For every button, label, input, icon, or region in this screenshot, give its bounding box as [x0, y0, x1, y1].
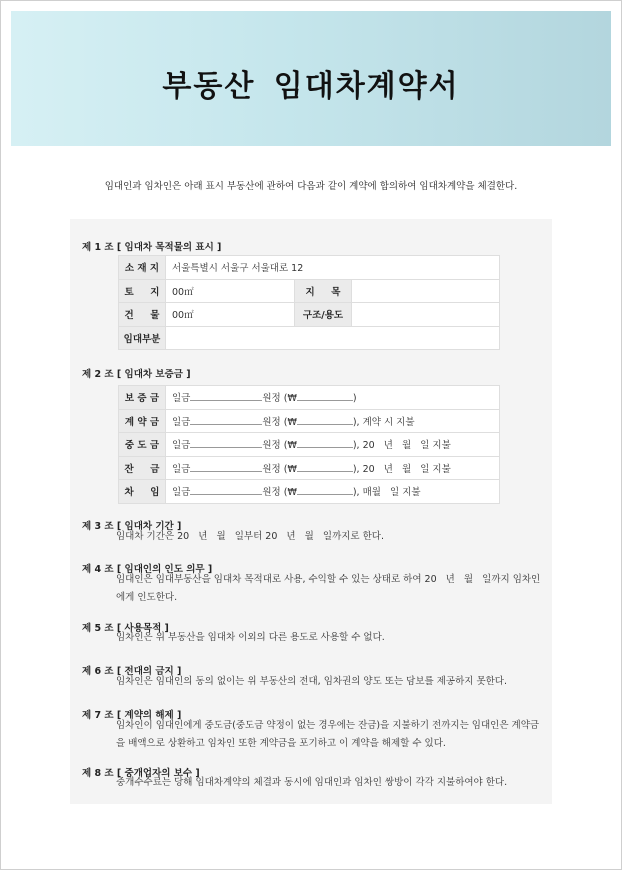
article-4-heading: 제 4 조 [ 임대인의 인도 의무 ]	[82, 564, 213, 575]
interim-payment-value: 일금 원정 (₩ ), 20 년 월 일 지불	[166, 433, 500, 457]
rent-value: 일금 원정 (₩ ), 매월 일 지불	[166, 480, 500, 504]
table-row	[119, 303, 500, 327]
interim-payment-label: 중 도 금	[119, 433, 166, 457]
down-payment-label: 계 약 금	[119, 409, 166, 433]
article-6-heading: 제 6 조 [ 전대의 금지 ]	[82, 666, 182, 677]
article-7-heading: 제 7 조 [ 계약의 해제 ]	[82, 710, 182, 721]
structure-value	[352, 303, 500, 327]
article-1-heading: 제 1 조 [ 임대차 목적물의 표시 ]	[82, 242, 222, 253]
table-row	[119, 480, 500, 504]
land-value: 00㎡	[166, 279, 295, 303]
leased-part-label: 임대부분	[119, 326, 166, 350]
leased-part-value	[166, 326, 500, 350]
table-row	[119, 279, 500, 303]
intro-text: 임대인과 임차인은 아래 표시 부동산에 관하여 다음과 같이 계약에 합의하여 임대차계약을 체결한다.	[104, 181, 518, 192]
location-value: 서울특별시 서울구 서울대로 12	[166, 256, 500, 280]
article-3-text: 임대차 기간은 20 년 월 일부터 20 년 월 일까지로 한다.	[116, 531, 384, 542]
article-8-heading: 제 8 조 [ 중개업자의 보수 ]	[82, 768, 200, 779]
contract-body	[70, 219, 552, 804]
article-5-heading: 제 5 조 [ 사용목적 ]	[82, 623, 169, 634]
table-row	[119, 256, 500, 280]
title-banner	[11, 11, 611, 146]
table-row	[119, 386, 500, 410]
land-label: 토 지	[119, 279, 166, 303]
deposit-value: 일금 원정 (₩ )	[166, 386, 500, 410]
table-row	[119, 409, 500, 433]
balance-value: 일금 원정 (₩ ), 20 년 월 일 지불	[166, 456, 500, 480]
article-3-heading: 제 3 조 [ 임대차 기간 ]	[82, 521, 182, 532]
article-6-text: 임차인은 임대인의 동의 없이는 위 부동산의 전대, 임차권의 양도 또는 담보를 제공하지 못한다.	[116, 676, 508, 687]
table-row	[119, 326, 500, 350]
article-7-text: 임차인이 임대인에게 중도금(중도금 약정이 없는 경우에는 잔금)을 지불하기 전까지는 임대인은 계약금을 배액으로 상환하고 임차인 또한 계약금을 포기하고 이 계약을 해제할 수 있다.	[116, 720, 540, 749]
down-payment-value: 일금 원정 (₩ ), 계약 시 지불	[166, 409, 500, 433]
article-2-heading: 제 2 조 [ 임대차 보증금 ]	[82, 369, 191, 380]
structure-label: 구조/용도	[295, 303, 352, 327]
document-title: 부동산 임대차계약서	[162, 68, 460, 104]
rent-label: 차 임	[119, 480, 166, 504]
article-4-text: 임대인은 임대부동산을 임대차 목적대로 사용, 수익할 수 있는 상태로 하여 20 년 월 일까지 임차인에게 인도한다.	[116, 574, 541, 603]
deposit-table	[118, 385, 500, 504]
table-row	[119, 433, 500, 457]
building-label: 건 물	[119, 303, 166, 327]
table-row	[119, 456, 500, 480]
location-label: 소 재 지	[119, 256, 166, 280]
building-value: 00㎡	[166, 303, 295, 327]
balance-label: 잔 금	[119, 456, 166, 480]
article-8-text: 중개수수료는 당해 임대차계약의 체결과 동시에 임대인과 임차인 쌍방이 각각 지불하여야 한다.	[116, 777, 508, 788]
property-table	[118, 255, 500, 350]
deposit-label: 보 증 금	[119, 386, 166, 410]
jimok-label: 지 목	[295, 279, 352, 303]
article-5-text: 임차인은 위 부동산을 임대차 이외의 다른 용도로 사용할 수 없다.	[116, 632, 385, 643]
jimok-value	[352, 279, 500, 303]
